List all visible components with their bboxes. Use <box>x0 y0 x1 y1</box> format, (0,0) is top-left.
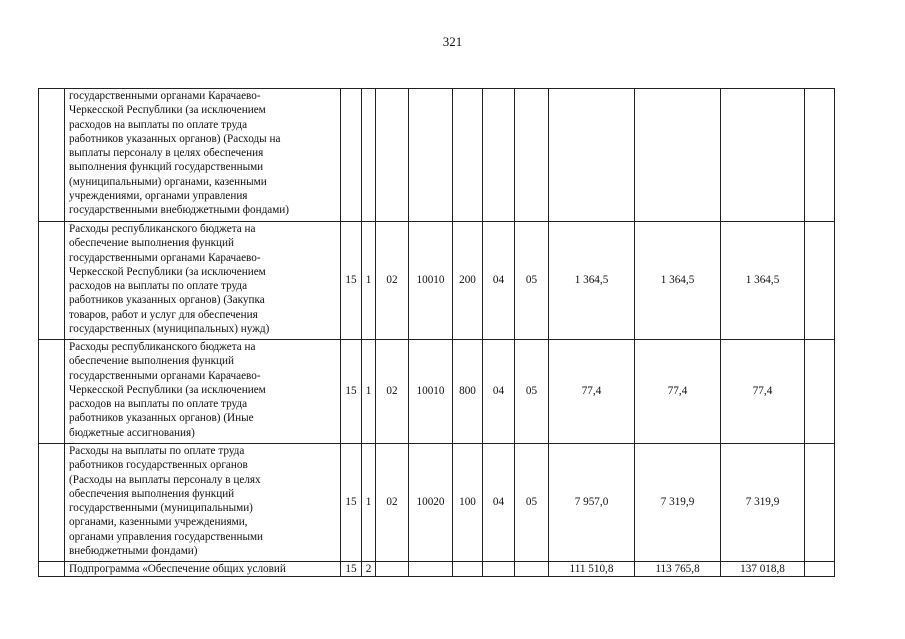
code-cell: 04 <box>483 222 515 340</box>
amount-cell: 77,4 <box>635 340 721 444</box>
code-cell: 10010 <box>409 340 453 444</box>
code-cell <box>376 562 409 577</box>
page-number: 321 <box>442 34 463 49</box>
blank-cell <box>39 562 65 577</box>
amount-cell <box>721 89 805 222</box>
code-cell: 02 <box>376 444 409 562</box>
blank-cell <box>805 222 835 340</box>
code-cell: 2 <box>362 562 376 577</box>
amount-cell <box>549 89 635 222</box>
code-cell: 15 <box>341 562 362 577</box>
amount-cell: 1 364,5 <box>721 222 805 340</box>
blank-cell <box>39 340 65 444</box>
blank-cell <box>39 444 65 562</box>
table-row <box>39 89 835 222</box>
code-cell: 10020 <box>409 444 453 562</box>
blank-cell <box>39 222 65 340</box>
description-cell: государственными органами Карачаево- Черкесской Республики (за исключением расходов на выплаты по оплате труда работников указанных органов) (Расходы на выплаты персоналу в целях обеспечения выполнения функций государственными (муниципальными) органами, казенными учреждениями, органами управления государственными внебюджетными фондами) <box>65 89 341 222</box>
code-cell: 05 <box>515 444 549 562</box>
code-cell <box>341 89 362 222</box>
code-cell: 04 <box>483 444 515 562</box>
amount-cell: 137 018,8 <box>721 562 805 577</box>
amount-cell: 77,4 <box>549 340 635 444</box>
amount-cell: 77,4 <box>721 340 805 444</box>
code-cell: 15 <box>341 444 362 562</box>
code-cell: 05 <box>515 340 549 444</box>
code-cell <box>362 89 376 222</box>
code-cell: 1 <box>362 340 376 444</box>
amount-cell: 1 364,5 <box>549 222 635 340</box>
amount-cell: 7 319,9 <box>635 444 721 562</box>
code-cell: 02 <box>376 222 409 340</box>
table-row <box>39 340 835 444</box>
description-cell: Расходы республиканского бюджета на обеспечение выполнения функций государственными органами Карачаево- Черкесской Республики (за исключением расходов на выплаты по оплате труда работников указанных органов) (Закупка товаров, работ и услуг для обеспечения государственных (муниципальных) нужд) <box>65 222 341 340</box>
blank-cell <box>39 89 65 222</box>
budget-table <box>38 88 835 577</box>
code-cell <box>453 562 483 577</box>
amount-cell: 113 765,8 <box>635 562 721 577</box>
amount-cell: 111 510,8 <box>549 562 635 577</box>
code-cell <box>409 89 453 222</box>
code-cell <box>409 562 453 577</box>
code-cell <box>515 89 549 222</box>
code-cell: 100 <box>453 444 483 562</box>
amount-cell <box>635 89 721 222</box>
blank-cell <box>805 562 835 577</box>
code-cell: 05 <box>515 222 549 340</box>
amount-cell: 7 319,9 <box>721 444 805 562</box>
code-cell: 200 <box>453 222 483 340</box>
amount-cell: 7 957,0 <box>549 444 635 562</box>
code-cell <box>376 89 409 222</box>
amount-cell: 1 364,5 <box>635 222 721 340</box>
code-cell <box>515 562 549 577</box>
table-row <box>39 222 835 340</box>
blank-cell <box>805 340 835 444</box>
description-cell: Расходы на выплаты по оплате труда работников государственных органов (Расходы на выплаты персоналу в целях обеспечения выполнения функций государственными (муниципальными) органами, казенными учреждениями, органами управления государственными внебюджетными фондами) <box>65 444 341 562</box>
table-row <box>39 562 835 577</box>
code-cell: 15 <box>341 340 362 444</box>
blank-cell <box>805 444 835 562</box>
code-cell: 1 <box>362 444 376 562</box>
code-cell <box>453 89 483 222</box>
code-cell: 02 <box>376 340 409 444</box>
blank-cell <box>805 89 835 222</box>
code-cell <box>483 89 515 222</box>
description-cell: Расходы республиканского бюджета на обеспечение выполнения функций государственными органами Карачаево- Черкесской Республики (за исключением расходов на выплаты по оплате труда работников указанных органов) (Иные бюджетные ассигнования) <box>65 340 341 444</box>
code-cell: 1 <box>362 222 376 340</box>
code-cell: 15 <box>341 222 362 340</box>
table-row <box>39 444 835 562</box>
code-cell: 10010 <box>409 222 453 340</box>
code-cell: 800 <box>453 340 483 444</box>
description-cell: Подпрограмма «Обеспечение общих условий <box>65 562 341 577</box>
code-cell: 04 <box>483 340 515 444</box>
code-cell <box>483 562 515 577</box>
